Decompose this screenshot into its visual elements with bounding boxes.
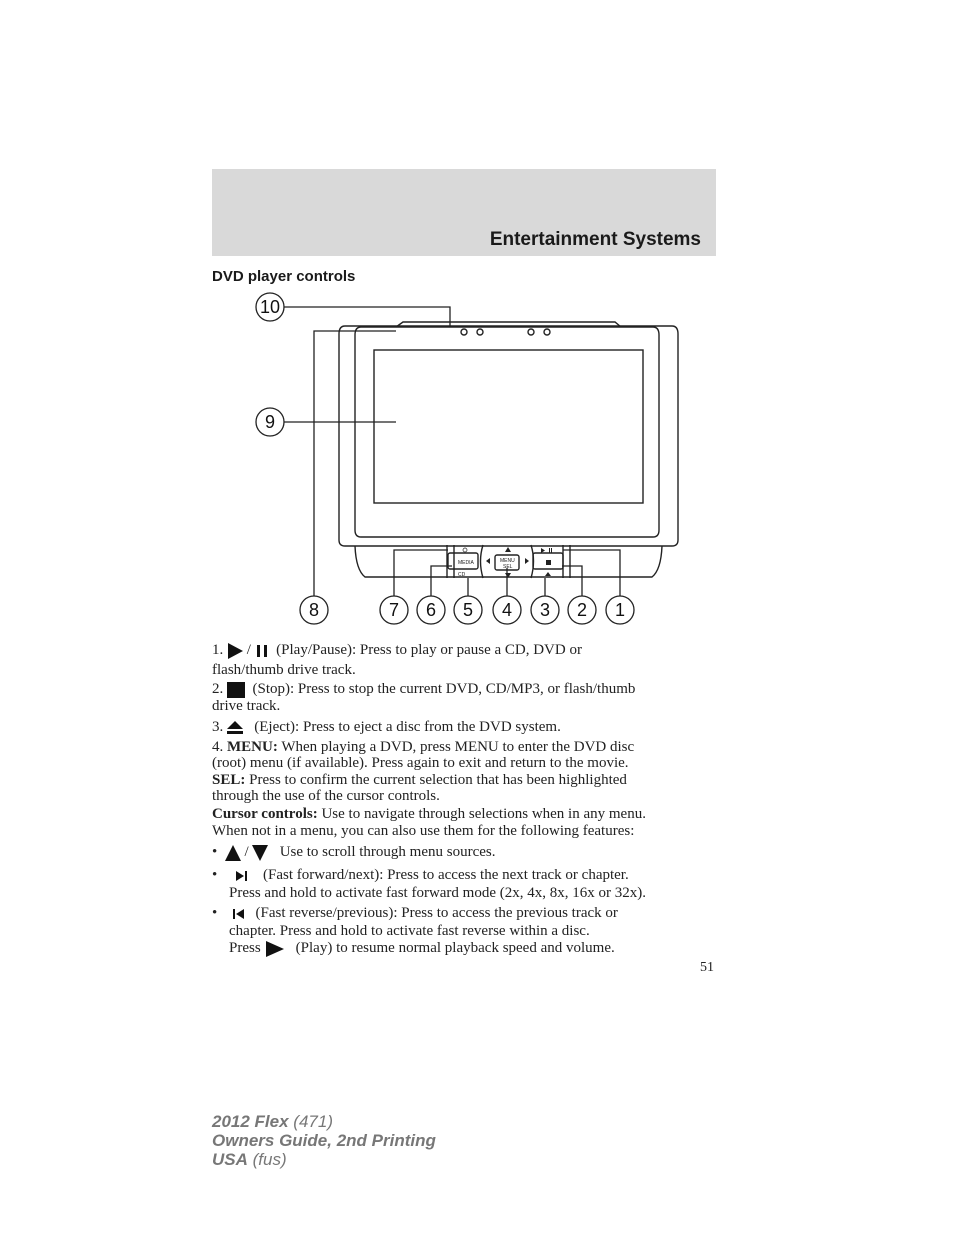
- bullet-1: • / Use to scroll through menu sources.: [212, 844, 496, 860]
- play-icon: [227, 643, 243, 659]
- callout-7: 7: [388, 600, 400, 620]
- callout-5: 5: [462, 600, 474, 620]
- bullet-3-line-3: Press (Play) to resume normal playback speed and volume.: [229, 940, 615, 956]
- indicator-dot: [477, 329, 483, 335]
- cursor-line-2: When not in a menu, you can also use them for the following features:: [212, 823, 635, 839]
- section-title: DVD player controls: [212, 268, 356, 285]
- footer-line-1: 2012 Flex (471): [212, 1112, 333, 1131]
- leader-7: [394, 550, 448, 596]
- item-1-line-2: flash/thumb drive track.: [212, 662, 356, 678]
- bullet-3-line-2: chapter. Press and hold to activate fast reverse within a disc.: [229, 923, 590, 939]
- item-4-menu-line-2: (root) menu (if available). Press again to exit and return to the movie.: [212, 755, 629, 771]
- item-2-line-1: 2. (Stop): Press to stop the current DVD, CD/MP3, or flash/thumb: [212, 681, 636, 697]
- callout-2: 2: [576, 600, 588, 620]
- callout-1: 1: [614, 600, 626, 620]
- item-3-line: 3. (Eject): Press to eject a disc from the DVD system.: [212, 719, 561, 735]
- eject-icon: [227, 721, 243, 735]
- leader-1: [563, 550, 620, 596]
- pause-icon: [255, 645, 269, 657]
- next-icon: [525, 558, 529, 564]
- power-icon: [463, 548, 467, 552]
- indicator-dot: [544, 329, 550, 335]
- previous-track-icon: [232, 909, 244, 919]
- item-1-line-1: 1. / (Play/Pause): Press to play or pause a CD, DVD or: [212, 642, 582, 658]
- callout-10: 10: [259, 297, 281, 317]
- callout-8: 8: [308, 600, 320, 620]
- stop-icon: [227, 682, 245, 698]
- next-track-icon: [236, 871, 248, 881]
- callout-6: 6: [425, 600, 437, 620]
- callout-4: 4: [501, 600, 513, 620]
- cursor-line-1: Cursor controls: Use to navigate through selections when in any menu.: [212, 806, 646, 822]
- item-4-sel-line-2: through the use of the cursor controls.: [212, 788, 440, 804]
- up-arrow-icon: [505, 547, 511, 552]
- item-4-menu-line-1: 4. MENU: When playing a DVD, press MENU to enter the DVD disc: [212, 739, 635, 755]
- body-text: [212, 640, 722, 960]
- eject-icon: [545, 572, 551, 576]
- down-arrow-icon: [252, 845, 268, 861]
- bullet-2-line-1: • (Fast forward/next): Press to access the next track or chapter.: [212, 867, 629, 883]
- housing-outline: [339, 326, 678, 546]
- prev-icon: [486, 558, 490, 564]
- item-2-line-2: drive track.: [212, 698, 281, 714]
- indicator-dot: [528, 329, 534, 335]
- sel-label: SEL: [503, 564, 513, 570]
- section-header-title: Entertainment Systems: [489, 229, 701, 250]
- footer-line-2: Owners Guide, 2nd Printing: [212, 1131, 436, 1150]
- screen: [374, 350, 643, 503]
- callout-9: 9: [264, 412, 276, 432]
- leader-10: [284, 307, 450, 326]
- cd-label: CD: [458, 572, 466, 578]
- item-4-sel-line-1: SEL: Press to confirm the current selection that has been highlighted: [212, 772, 627, 788]
- media-label: MEDIA: [458, 560, 474, 566]
- footer-line-3: USA (fus): [212, 1150, 287, 1169]
- play-icon: [264, 941, 284, 957]
- stop-icon: [546, 560, 551, 565]
- indicator-dot: [461, 329, 467, 335]
- leader-6: [431, 566, 452, 596]
- bullet-3-line-1: • (Fast reverse/previous): Press to access the previous track or: [212, 905, 618, 921]
- menu-label: MENU: [500, 558, 515, 564]
- page-number: 51: [700, 960, 714, 975]
- leader-2: [562, 566, 582, 596]
- footer: [212, 1112, 436, 1169]
- bullet-2-line-2: Press and hold to activate fast forward mode (2x, 4x, 8x, 16x or 32x).: [229, 885, 646, 901]
- bezel-outline: [355, 327, 659, 537]
- callout-3: 3: [539, 600, 551, 620]
- up-arrow-icon: [225, 845, 241, 861]
- play-pause-icon: [541, 548, 545, 553]
